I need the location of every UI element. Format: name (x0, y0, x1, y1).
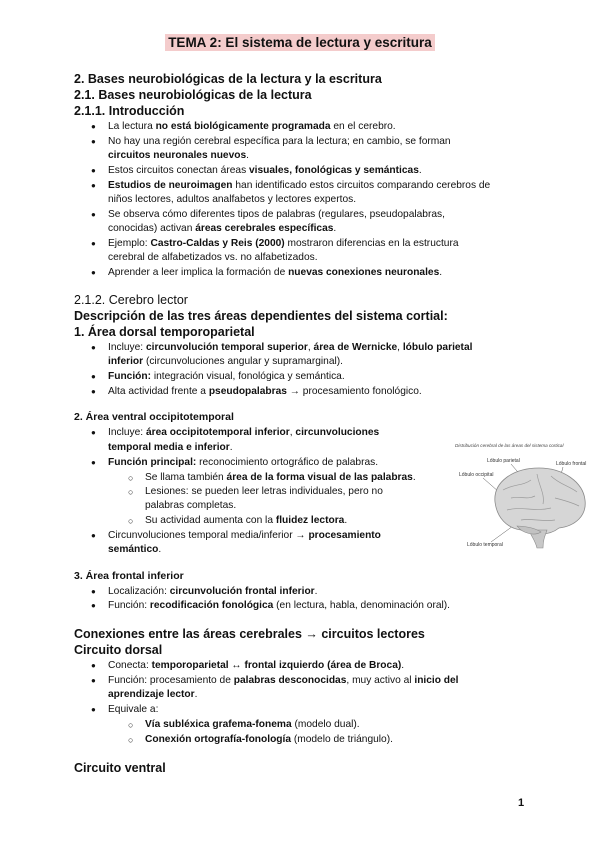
list-item: ● Conecta: temporoparietal ↔ frontal izquierdo (área de Broca). (91, 660, 405, 671)
list-item: ● No hay una región cerebral específica para la lectura; en cambio, se forman (91, 136, 451, 147)
label-temporal: Lóbulo temporal (467, 542, 503, 548)
list-item: ● Incluye: circunvolución temporal superior, área de Wernicke, lóbulo parietal (91, 342, 473, 353)
list-item: ● Función: procesamiento de palabras desconocidas, muy activo al inicio del (91, 675, 459, 686)
brain-diagram (451, 440, 597, 558)
sub-list-item: ○ Lesiones: se pueden leer letras individuales, pero no (128, 486, 383, 497)
list-item-continuation: conocidas) activan áreas cerebrales específicas. (108, 223, 337, 234)
section-heading-2-1-2: 2.1.2. Cerebro lector (74, 293, 188, 307)
leader-line (491, 526, 513, 542)
sub-list-item: ○ Su actividad aumenta con la fluidez lectora. (128, 515, 348, 526)
areas-description: Descripción de las tres áreas dependientes del sistema cortial: (74, 309, 448, 323)
page-number: 1 (518, 797, 525, 809)
area-heading-1: 1. Área dorsal temporoparietal (74, 325, 255, 339)
brain-shape (495, 468, 585, 534)
list-item: ● Localización: circunvolución frontal inferior. (91, 586, 318, 597)
list-item: ● Se observa cómo diferentes tipos de palabras (regulares, pseudopalabras, (91, 209, 445, 220)
list-item: ● Aprender a leer implica la formación de nuevas conexiones neuronales. (91, 267, 443, 278)
section-heading-2-1-1: 2.1.1. Introducción (74, 104, 185, 118)
figure-caption: Distribución cerebral de las áreas del sistema cortical (455, 443, 564, 448)
list-item-continuation: circuitos neuronales nuevos. (108, 150, 249, 161)
list-item: ● Función: recodificación fonológica (en lectura, habla, denominación oral). (91, 600, 450, 611)
label-occipital: Lóbulo occipital (459, 472, 494, 478)
list-item: ● Ejemplo: Castro-Caldas y Reis (2000) mostraron diferencias en la estructura (91, 238, 459, 249)
sub-list-item: ○ Se llama también área de la forma visual de las palabras. (128, 472, 416, 483)
list-item-continuation: temporal media e inferior. (108, 442, 233, 453)
section-heading-2: 2. Bases neurobiológicas de la lectura y la escritura (74, 72, 382, 86)
sub-list-item: ○ Vía subléxica grafema-fonema (modelo dual). (128, 719, 360, 730)
ventral-circuit-heading: Circuito ventral (74, 761, 166, 775)
list-item: ● Función: integración visual, fonológica y semántica. (91, 371, 345, 382)
list-item-continuation: niños lectores, adultos analfabetos y lectores expertos. (108, 194, 357, 205)
list-item-continuation: semántico. (108, 544, 162, 555)
list-item: ● Circunvoluciones temporal media/inferior → procesamiento (91, 530, 381, 541)
list-item: ● Incluye: área occipitotemporal inferior, circunvoluciones (91, 427, 380, 438)
list-item: ● La lectura no está biológicamente programada en el cerebro. (91, 121, 396, 132)
connections-heading: Conexiones entre las áreas cerebrales → circuitos lectores (74, 627, 425, 641)
list-item: ● Equivale a: (91, 704, 159, 715)
section-heading-2-1: 2.1. Bases neurobiológicas de la lectura (74, 88, 312, 102)
list-item: ● Estos circuitos conectan áreas visuales, fonológicas y semánticas. (91, 165, 422, 176)
area-heading-2: 2. Área ventral occipitotemporal (74, 411, 234, 423)
area-heading-3: 3. Área frontal inferior (74, 570, 184, 582)
list-item-continuation: aprendizaje lector. (108, 689, 198, 700)
list-item-continuation: cerebral de alfabetizados vs. no alfabetizados. (108, 252, 318, 263)
list-item-continuation: inferior (circunvoluciones angular y supramarginal). (108, 356, 343, 367)
label-frontal: Lóbulo frontal (556, 461, 587, 467)
page-title: TEMA 2: El sistema de lectura y escritura (165, 34, 435, 51)
list-item: ● Alta actividad frente a pseudopalabras → procesamiento fonológico. (91, 386, 422, 397)
sub-list-item: ○ Conexión ortografía-fonología (modelo de triángulo). (128, 734, 393, 745)
list-item: ● Función principal: reconocimiento ortográfico de palabras. (91, 457, 379, 468)
list-item: ● Estudios de neuroimagen han identificado estos circuitos comparando cerebros de (91, 180, 491, 191)
label-parietal: Lóbulo parietal (487, 458, 520, 464)
sub-list-item-continuation: palabras completas. (145, 500, 237, 511)
dorsal-circuit-heading: Circuito dorsal (74, 643, 163, 657)
